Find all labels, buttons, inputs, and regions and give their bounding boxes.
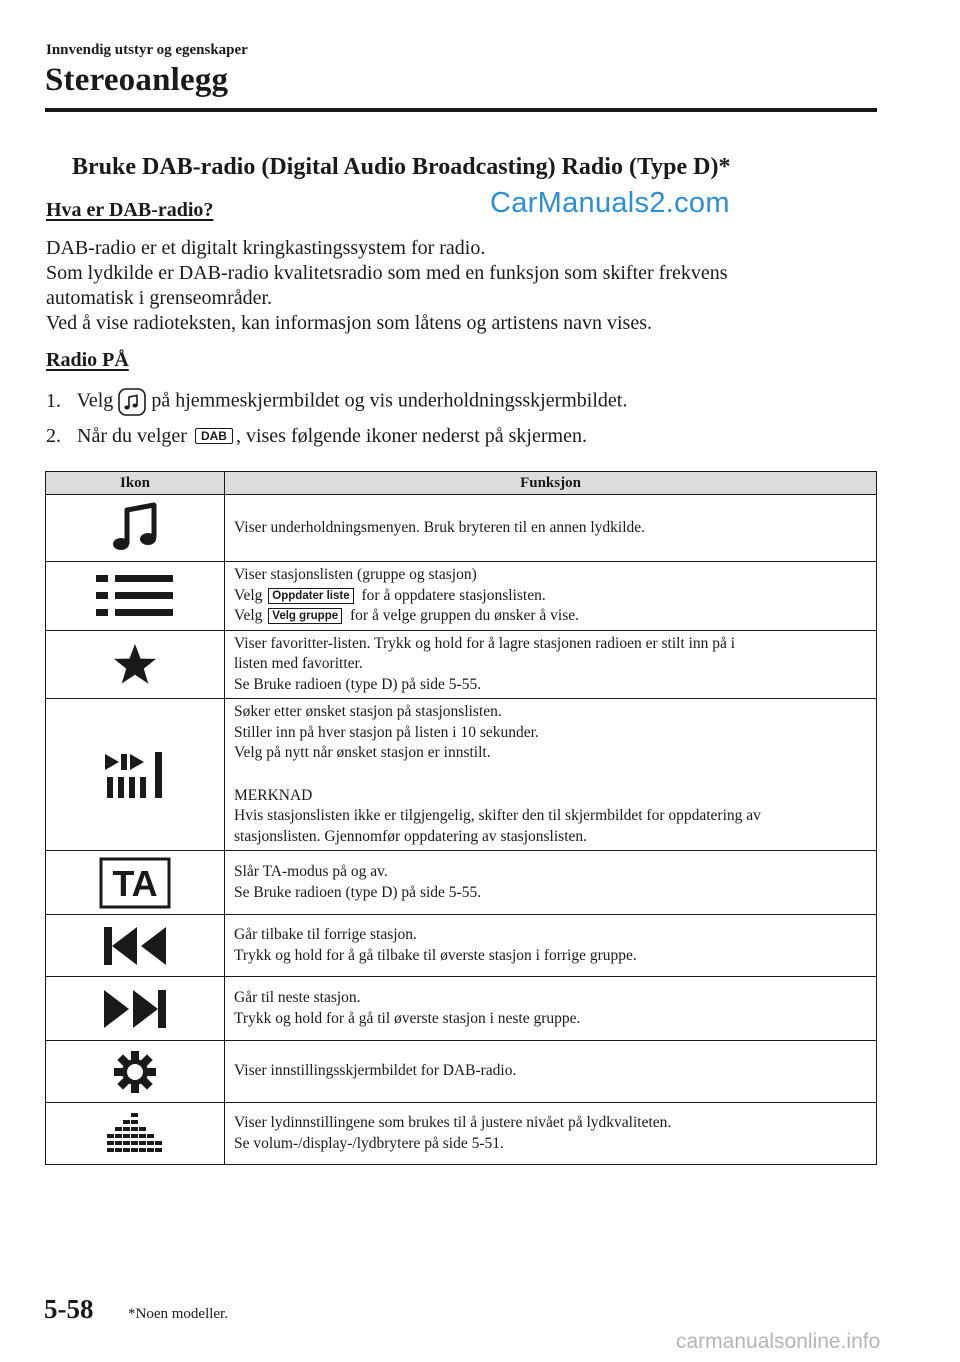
function-line: Viser stasjonslisten (gruppe og stasjon) [234,566,477,583]
function-cell [225,1103,877,1165]
para-line: DAB-radio er et digitalt kringkastingssystem for radio. [46,237,486,259]
icon-cell [46,562,225,631]
para-line: Ved å vise radioteksten, kan informasjon som låtens og artistens navn vises. [46,312,652,334]
icon-function-table [45,471,877,1165]
table-row [46,1041,877,1103]
table-row [46,562,877,631]
function-cell [225,495,877,562]
function-line: Slår TA-modus på og av. [234,863,388,880]
select-group-button: Velg gruppe [268,608,342,624]
icon-cell [46,1041,225,1103]
function-line: Stiller inn på hver stasjon på listen i 10 sekunder. [234,723,539,741]
step-number: 2. [46,425,61,447]
function-line: Søker etter ønsket stasjon på stasjonslisten. [234,703,502,720]
function-line: listen med favoritter. [234,655,363,672]
column-header-function: Funksjon [225,472,877,495]
footnote: *Noen modeller. [128,1306,228,1322]
column-header-icon: Ikon [46,472,225,495]
note-heading: MERKNAD [234,786,313,804]
gear-icon [113,1062,157,1079]
dab-button: DAB [195,428,233,444]
function-cell [225,699,877,851]
step-1 [46,388,627,416]
update-list-button: Oppdater liste [268,588,353,604]
function-cell [225,562,877,631]
table-row [46,630,877,699]
station-list-icon [95,586,175,603]
table-row [46,495,877,562]
scan-icon [104,765,166,782]
what-is-heading: Hva er DAB-radio? [46,199,214,221]
ta-icon-label: TA [112,862,158,904]
function-line: Velg på nytt når ønsket stasjon er innstilt. [234,744,491,761]
function-line: Trykk og hold for å gå til øverste stasjon i neste gruppe. [234,1009,581,1027]
section-label: Innvendig utstyr og egenskaper [46,42,248,58]
entertainment-icon [118,388,146,416]
music-note-icon [110,519,160,536]
icon-cell [46,977,225,1041]
footer-watermark: carmanualsonline.info [676,1330,881,1353]
function-line [234,606,868,627]
function-text: for å oppdatere stasjonslisten. [361,586,546,604]
table-row [46,851,877,915]
icon-cell [46,851,225,915]
step-text: , vises følgende ikoner nederst på skjermen. [235,425,587,447]
icon-cell [46,1103,225,1165]
icon-cell [46,915,225,977]
page-number: 5-58 [44,1294,94,1324]
function-line: Viser lydinnstillingene som brukes til å justere nivået på lydkvaliteten. [234,1114,672,1131]
function-text: for å velge gruppen du ønsker å vise. [350,607,579,624]
function-line [234,586,868,607]
step-number: 1. [46,389,61,412]
function-text: Velg [234,586,263,604]
table-row [46,1103,877,1165]
function-text: Velg [234,607,263,624]
note-line: stasjonslisten. Gjennomfør oppdatering av stasjonslisten. [234,827,588,845]
function-line: Går til neste stasjon. [234,989,361,1006]
table-row [46,915,877,977]
radio-on-heading: Radio PÅ [46,349,129,371]
step-2 [46,425,587,448]
step-text: på hjemmeskjermbildet og vis underholdningsskjermbildet. [151,389,628,412]
para-line: Som lydkilde er DAB-radio kvalitetsradio som med en funksjon som skifter frekvens [46,262,728,284]
function-cell [225,630,877,699]
function-line: Viser innstillingsskjermbildet for DAB-radio. [234,1062,517,1080]
main-heading: Bruke DAB-radio (Digital Audio Broadcasting) Radio (Type D)* [72,154,731,180]
function-line: Se Bruke radioen (type D) på side 5-55. [234,675,482,693]
function-cell [225,1041,877,1103]
note-line: Hvis stasjonslisten ikke er tilgjengelig, skifter den til skjermbildet for oppdatering av [234,807,761,824]
icon-cell [46,495,225,562]
function-line: Går tilbake til forrige stasjon. [234,926,417,943]
function-line: Trykk og hold for å gå tilbake til øverste stasjon i forrige gruppe. [234,946,637,964]
function-cell [225,977,877,1041]
function-line: Viser favoritter-listen. Trykk og hold for å lagre stasjonen radioen er stilt inn på i [234,634,736,652]
function-line: Se volum-/display-/lydbrytere på side 5-51. [234,1134,504,1152]
icon-cell [46,630,225,699]
next-track-icon [103,999,167,1016]
step-text: Velg [76,389,114,412]
function-line: Se Bruke radioen (type D) på side 5-55. [234,883,482,901]
function-line: Viser underholdningsmenyen. Bruk bryteren til en annen lydkilde. [234,518,646,536]
ta-icon [99,862,171,904]
table-row [46,977,877,1041]
watermark: CarManuals2.com [490,187,730,219]
para-line: automatisk i grenseområder. [46,287,273,309]
step-text: Når du velger [77,425,187,447]
icon-cell [46,699,225,851]
function-cell [225,851,877,915]
equalizer-icon [107,1124,163,1141]
title-rule [45,108,877,112]
function-cell [225,915,877,977]
table-row [46,699,877,851]
previous-track-icon [103,936,167,953]
star-icon [113,655,157,672]
page-title: Stereoanlegg [45,62,229,98]
what-is-paragraph [46,236,728,336]
table-header-row [46,472,877,495]
